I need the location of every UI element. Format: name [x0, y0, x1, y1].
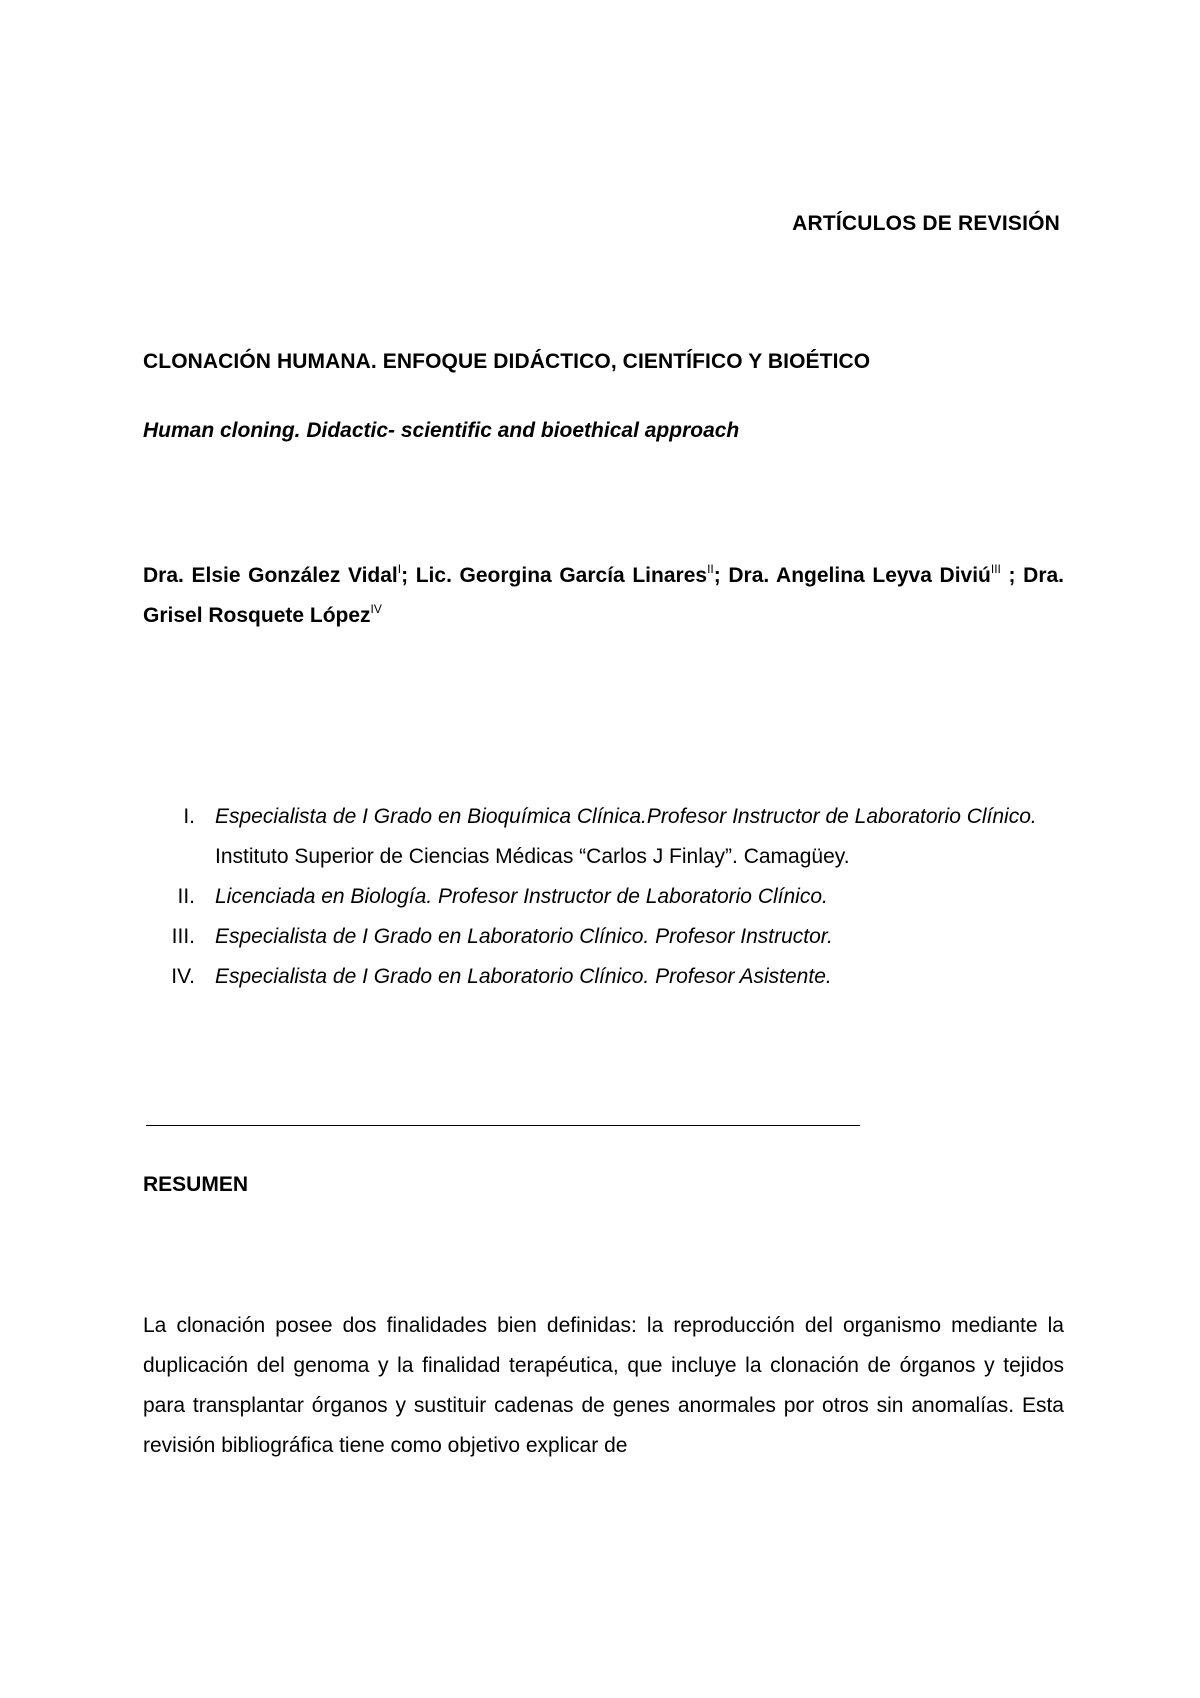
affiliation-role: Especialista de I Grado en Laboratorio Clínico. Profesor Instructor.	[215, 925, 833, 948]
affiliation-number: III.	[171, 925, 195, 948]
resumen-heading: RESUMEN	[143, 1173, 249, 1196]
author-affiliation-mark: II	[707, 562, 714, 576]
affiliation-list	[143, 797, 1073, 997]
author-separator: ;	[401, 564, 416, 587]
article-title-english: Human cloning. Didactic- scientific and bioethical approach	[143, 419, 740, 442]
author-separator: ;	[713, 564, 729, 587]
author-name: Dra. Grisel Rosquete López	[143, 564, 1065, 627]
resumen-body: La clonación posee dos finalidades bien definidas: la reproducción del organismo mediante la duplicación del genoma y la finalidad terapéutica, que incluye la clonación de órganos y tejidos para transplantar órganos y sustituir cadenas de genes anormales por otros sin anomalías. Esta revisión bibliográfica tiene como objetivo explicar de	[143, 1314, 1064, 1457]
author-affiliation-mark: III	[990, 562, 1001, 576]
section-divider	[146, 1125, 860, 1126]
author-affiliation-mark: I	[397, 562, 402, 576]
author-affiliation-mark: IV	[370, 602, 382, 616]
affiliation-role: Especialista de I Grado en Bioquímica Clínica.Profesor Instructor de Laboratorio Clínico.	[215, 805, 1037, 828]
author-name: Dra. Elsie González Vidal	[143, 564, 398, 587]
author-list	[143, 556, 1064, 636]
affiliation-text	[215, 877, 1073, 917]
author-separator: ;	[1000, 564, 1024, 587]
affiliation-number: I.	[183, 805, 195, 828]
affiliation-role: Especialista de I Grado en Laboratorio Clínico. Profesor Asistente.	[215, 965, 832, 988]
affiliation-item	[143, 917, 1073, 957]
section-label: ARTÍCULOS DE REVISIÓN	[792, 212, 1060, 235]
author-name: Dra. Angelina Leyva Diviú	[728, 564, 991, 587]
affiliation-number: IV.	[171, 965, 195, 988]
affiliation-text	[215, 957, 1073, 997]
author-name: Lic. Georgina García Linares	[415, 564, 708, 587]
affiliation-item	[143, 957, 1073, 997]
affiliation-text	[215, 797, 1073, 877]
affiliation-institution: Instituto Superior de Ciencias Médicas “Carlos J Finlay”. Camagüey.	[215, 845, 850, 868]
affiliation-role: Licenciada en Biología. Profesor Instructor de Laboratorio Clínico.	[215, 885, 828, 908]
affiliation-item	[143, 797, 1073, 877]
affiliation-text	[215, 917, 1073, 957]
article-title: CLONACIÓN HUMANA. ENFOQUE DIDÁCTICO, CIENTÍFICO Y BIOÉTICO	[143, 350, 871, 373]
affiliation-number: II.	[177, 885, 195, 908]
affiliation-item	[143, 877, 1073, 917]
